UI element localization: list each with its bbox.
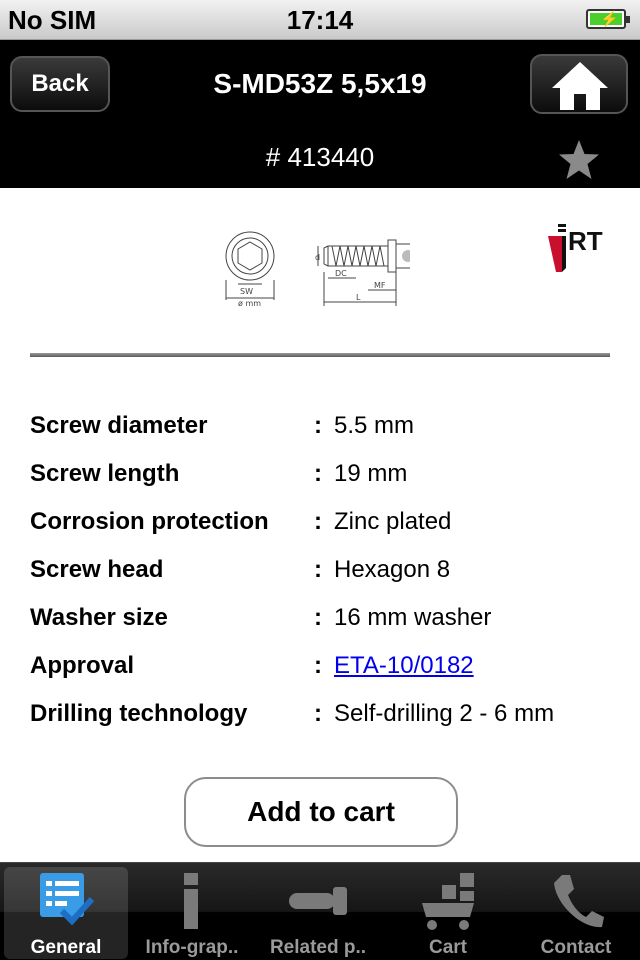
- battery-icon: ⚡: [586, 9, 626, 29]
- info-icon: [172, 871, 212, 931]
- checklist-icon: [38, 871, 94, 927]
- phone-icon: [548, 871, 604, 933]
- tab-general[interactable]: [4, 867, 128, 959]
- divider: [30, 353, 610, 357]
- home-icon: [550, 60, 610, 112]
- spec-label: Washer size: [30, 604, 168, 631]
- spec-value: Zinc plated: [334, 508, 452, 535]
- brand-logo: [546, 222, 612, 274]
- tab-related-products[interactable]: [256, 867, 380, 959]
- spec-separator: :: [314, 652, 322, 679]
- approval-link[interactable]: ETA-10/0182: [334, 652, 474, 679]
- clock: 17:14: [286, 5, 354, 35]
- cart-icon: [416, 871, 480, 933]
- spec-label: Corrosion protection: [30, 508, 269, 535]
- spec-separator: :: [314, 412, 322, 439]
- spec-value: Self-drilling 2 - 6 mm: [334, 700, 555, 727]
- brand-logo-text: RT: [568, 226, 603, 256]
- navigation-bar: [0, 40, 640, 188]
- tab-label: Related p..: [269, 937, 367, 958]
- spec-row-screw-length: [30, 450, 620, 498]
- tab-label: Cart: [428, 937, 467, 958]
- status-bar: [0, 0, 640, 40]
- tab-bar: [0, 862, 640, 960]
- spec-row-screw-diameter: [30, 402, 620, 450]
- spec-value: 19 mm: [334, 460, 408, 487]
- spec-label: Screw diameter: [30, 412, 208, 439]
- spec-row-corrosion-protection: [30, 498, 620, 546]
- tab-contact[interactable]: [514, 867, 638, 959]
- drawing-label-l: L: [356, 293, 361, 302]
- spec-label: Screw head: [30, 556, 164, 583]
- tab-label: Info-grap..: [145, 937, 239, 958]
- tab-label: General: [30, 937, 102, 958]
- tab-cart[interactable]: [386, 867, 510, 959]
- spec-value: 5.5 mm: [334, 412, 415, 439]
- drawing-label-mf: MF: [374, 281, 386, 290]
- carrier-label: No SIM: [8, 5, 97, 35]
- spec-separator: :: [314, 700, 322, 727]
- article-number: # 413440: [265, 142, 375, 172]
- spec-label: Screw length: [30, 460, 180, 487]
- drawing-label-sw: SW: [240, 287, 253, 296]
- spec-value: Hexagon 8: [334, 556, 451, 583]
- add-to-cart-button[interactable]: Add to cart: [184, 777, 458, 847]
- spec-separator: :: [314, 508, 322, 535]
- spec-separator: :: [314, 460, 322, 487]
- spec-label: Drilling technology: [30, 700, 248, 727]
- screw-technical-drawing: [220, 218, 410, 308]
- spec-row-washer-size: [30, 594, 620, 642]
- screw-icon: [283, 871, 353, 931]
- spec-row-drilling-technology: [30, 690, 620, 738]
- home-button[interactable]: [530, 54, 628, 114]
- spec-value: 16 mm washer: [334, 604, 492, 631]
- drawing-label-diameter: ø mm: [238, 299, 262, 308]
- spec-table: [30, 402, 620, 738]
- back-button[interactable]: Back: [10, 56, 110, 112]
- spec-separator: :: [314, 556, 322, 583]
- tab-info-graphics[interactable]: [130, 867, 254, 959]
- tab-label: Contact: [540, 937, 612, 958]
- page-title: S-MD53Z 5,5x19: [213, 68, 427, 99]
- drawing-label-dc: DC: [335, 269, 347, 278]
- spec-separator: :: [314, 604, 322, 631]
- star-icon[interactable]: [556, 138, 602, 182]
- spec-row-approval: [30, 642, 620, 690]
- spec-row-screw-head: [30, 546, 620, 594]
- spec-label: Approval: [30, 652, 135, 679]
- drawing-label-d: d: [315, 253, 321, 262]
